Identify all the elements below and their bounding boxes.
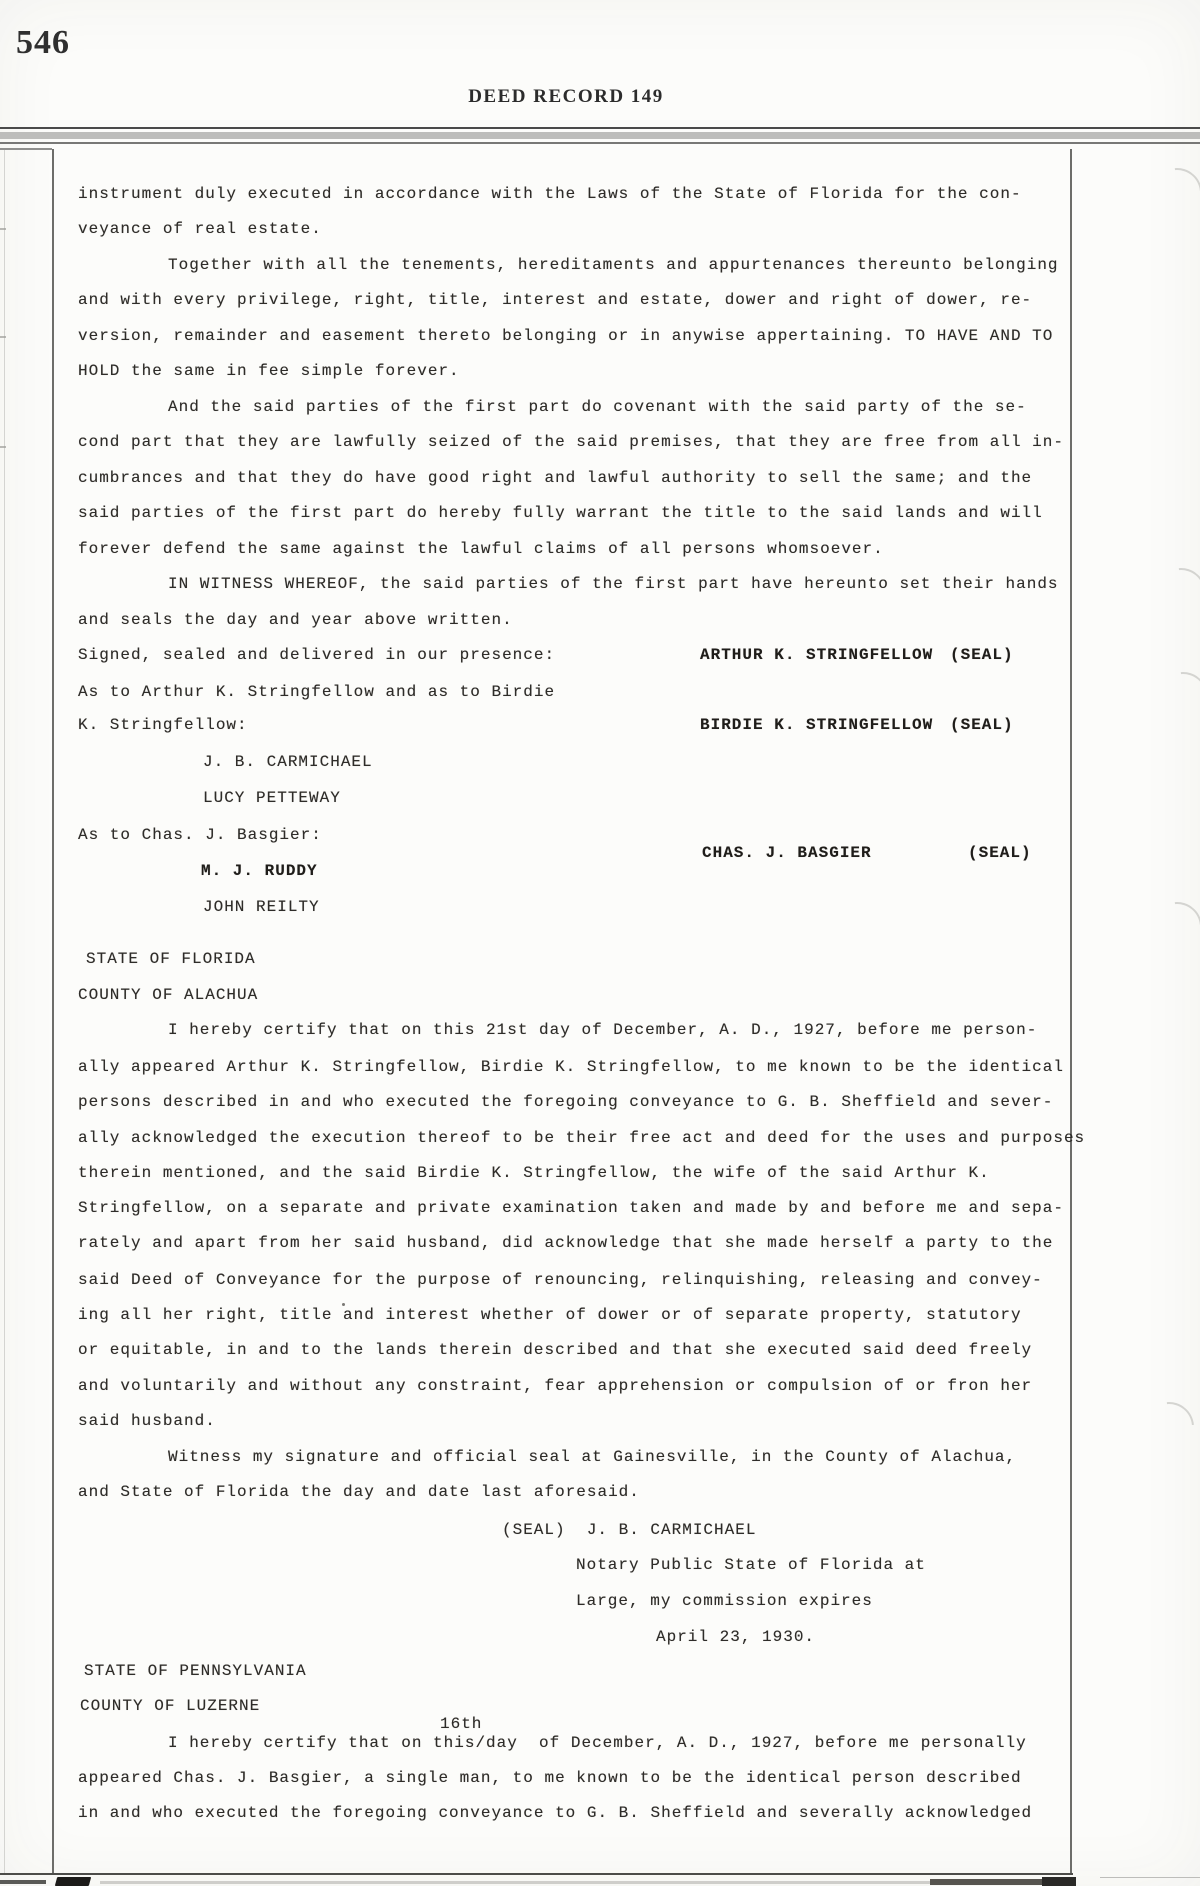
text-line: version, remainder and easement thereto belonging or in anywise appertaining. TO HAVE AND TO [78, 327, 1054, 345]
text-line: appeared Chas. J. Basgier, a single man, to me known to be the identical person described [78, 1769, 1022, 1787]
text-line: instrument duly executed in accordance with the Laws of the State of Florida for the con- [78, 185, 1022, 203]
text-line: veyance of real estate. [78, 220, 322, 238]
scan-artifact-dot [342, 1303, 345, 1306]
text-line: JOHN REILTY [203, 898, 320, 916]
left-margin-rule [52, 149, 54, 1874]
text-line: (SEAL) [968, 844, 1032, 862]
text-line: forever defend the same against the lawful claims of all persons whomsoever. [78, 540, 884, 558]
text-line: STATE OF PENNSYLVANIA [84, 1662, 307, 1680]
text-line: As to Chas. J. Basgier: [78, 826, 322, 844]
text-line: HOLD the same in fee simple forever. [78, 362, 460, 380]
page-edge-line [4, 150, 5, 1873]
text-line: COUNTY OF ALACHUA [78, 986, 259, 1004]
text-line: And the said parties of the first part do covenant with the said party of the se- [168, 398, 1027, 416]
header-rule-top [0, 127, 1200, 129]
scan-artifact-bottom-smudge [1042, 1877, 1076, 1886]
scan-artifact-edge-tick [0, 336, 6, 338]
scan-artifact-edge-tick [0, 446, 6, 448]
scan-artifact-bottom-smudge [930, 1879, 1042, 1885]
text-line: (SEAL) [950, 646, 1014, 664]
text-line: Signed, sealed and delivered in our presence: [78, 646, 556, 664]
text-line: in and who executed the foregoing conveyance to G. B. Sheffield and severally acknowledged [78, 1804, 1033, 1822]
text-line: Together with all the tenements, hereditaments and appurtenances thereunto belonging [168, 256, 1059, 274]
text-line: Stringfellow, on a separate and private examination taken and made by and before me and sepa- [78, 1199, 1064, 1217]
scan-artifact-bottom-smudge [100, 1881, 930, 1884]
page-number: 546 [16, 24, 70, 61]
bottom-rule-right-fragment [1100, 1877, 1200, 1878]
text-line: (SEAL) J. B. CARMICHAEL [502, 1521, 757, 1539]
scan-artifact-curl [1148, 662, 1200, 732]
text-line: COUNTY OF LUZERNE [80, 1697, 261, 1715]
scan-artifact-bottom-smudge [0, 1880, 46, 1884]
text-line: As to Arthur K. Stringfellow and as to Birdie [78, 683, 556, 701]
text-line: Witness my signature and official seal at Gainesville, in the County of Alachua, [168, 1448, 1017, 1466]
text-line: ally acknowledged the execution thereof to be their free act and deed for the uses and purposes [78, 1129, 1086, 1147]
text-line: and State of Florida the day and date last aforesaid. [78, 1483, 640, 1501]
right-margin-rule [1070, 149, 1072, 1874]
text-line: IN WITNESS WHEREOF, the said parties of the first part have hereunto set their hands [168, 575, 1059, 593]
text-line: said parties of the first part do hereby fully warrant the title to the said lands and will [78, 504, 1043, 522]
text-line: ARTHUR K. STRINGFELLOW [700, 646, 934, 664]
bottom-rule [0, 1873, 1073, 1875]
text-line: CHAS. J. BASGIER [702, 844, 872, 862]
text-line: or equitable, in and to the lands therein described and that she executed said deed freely [78, 1341, 1033, 1359]
text-line: cumbrances and that they do have good right and lawful authority to sell the same; and the [78, 469, 1033, 487]
text-line: said husband. [78, 1412, 216, 1430]
header-rule-bottom [0, 142, 1200, 144]
header-rule-thick [0, 132, 1200, 139]
text-line: ally appeared Arthur K. Stringfellow, Birdie K. Stringfellow, to me known to be the identical [78, 1058, 1064, 1076]
text-line: April 23, 1930. [656, 1628, 816, 1646]
text-line: cond part that they are lawfully seized of the said premises, that they are free from all in- [78, 433, 1064, 451]
text-line: said Deed of Conveyance for the purpose of renouncing, relinquishing, releasing and convey- [78, 1271, 1043, 1289]
scan-artifact-curl [1146, 558, 1200, 628]
scan-artifact-curl [1134, 1392, 1200, 1462]
scan-artifact-curl [1142, 158, 1200, 228]
text-line: and seals the day and year above written. [78, 611, 513, 629]
text-line: J. B. CARMICHAEL [203, 753, 373, 771]
text-line: and voluntarily and without any constraint, fear apprehension or compulsion of or fron her [78, 1377, 1033, 1395]
text-line: Large, my commission expires [576, 1592, 873, 1610]
left-corner-rule [0, 148, 52, 150]
text-line: persons described in and who executed the foregoing conveyance to G. B. Sheffield and sever- [78, 1093, 1054, 1111]
scan-artifact-curl [1142, 892, 1200, 962]
text-line: STATE OF FLORIDA [86, 950, 256, 968]
text-line: Notary Public State of Florida at [576, 1556, 926, 1574]
text-line: (SEAL) [950, 716, 1014, 734]
text-line: and with every privilege, right, title, interest and estate, dower and right of dower, re- [78, 291, 1033, 309]
text-line: LUCY PETTEWAY [203, 789, 341, 807]
text-line: I hereby certify that on this/day of December, A. D., 1927, before me personally [168, 1734, 1027, 1752]
page-header-title: DEED RECORD 149 [468, 86, 664, 107]
text-line: therein mentioned, and the said Birdie K. Stringfellow, the wife of the said Arthur K. [78, 1164, 990, 1182]
scan-artifact-bottom-smudge [55, 1877, 91, 1886]
text-line: rately and apart from her said husband, did acknowledge that she made herself a party to the [78, 1234, 1054, 1252]
text-line: K. Stringfellow: [78, 716, 248, 734]
text-line: ing all her right, title and interest whether of dower or of separate property, statutory [78, 1306, 1022, 1324]
scan-artifact-edge-tick [0, 228, 6, 230]
text-line: M. J. RUDDY [201, 862, 318, 880]
text-line: BIRDIE K. STRINGFELLOW [700, 716, 934, 734]
text-line: 16th [440, 1715, 483, 1733]
text-line: I hereby certify that on this 21st day of December, A. D., 1927, before me person- [168, 1021, 1038, 1039]
